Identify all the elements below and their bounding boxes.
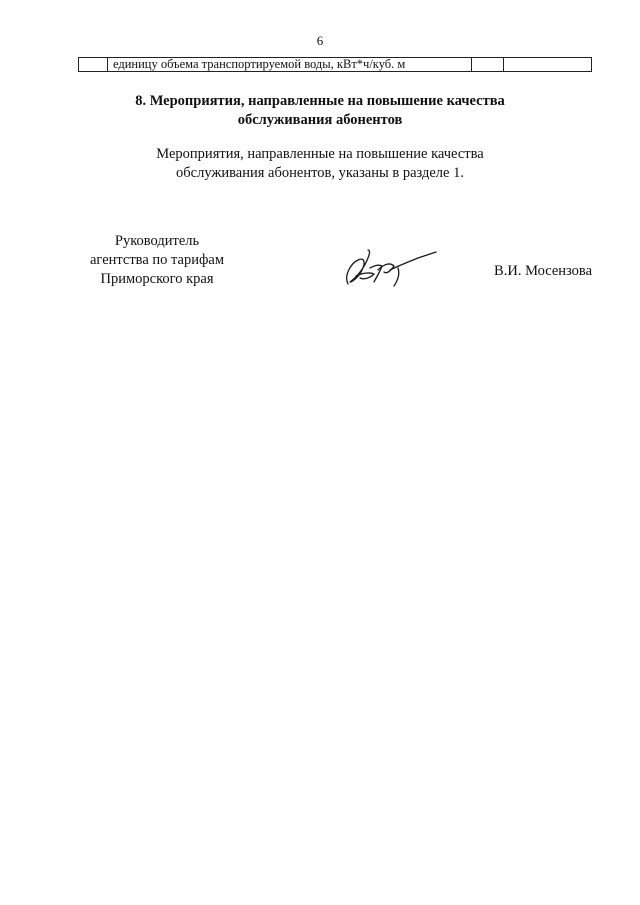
table-cell-number: [79, 58, 108, 71]
section-heading-line-1: 8. Мероприятия, направленные на повышение качества: [135, 93, 505, 109]
section-body: [0, 145, 640, 183]
signer-title: [72, 232, 242, 289]
handwritten-signature-icon: [340, 246, 440, 290]
table-cell-value-1: [472, 58, 504, 71]
section-body-line-1: Мероприятия, направленные на повышение качества: [156, 146, 484, 162]
section-heading: [0, 92, 640, 130]
table-cell-value-2: [504, 58, 591, 71]
signer-title-line-2: агентства по тарифам: [90, 252, 224, 268]
signer-title-line-3: Приморского края: [100, 271, 214, 287]
signer-title-line-1: Руководитель: [114, 233, 200, 249]
table-cell-description: единицу объема транспортируемой воды, кВт*ч/куб. м: [108, 58, 472, 71]
signer-name: В.И. Мосензова: [494, 263, 592, 279]
section-heading-line-2: обслуживания абонентов: [237, 112, 403, 128]
table-row: [78, 57, 592, 72]
page-number: 6: [316, 33, 324, 48]
section-body-line-2: обслуживания абонентов, указаны в разделе 1.: [176, 165, 464, 181]
